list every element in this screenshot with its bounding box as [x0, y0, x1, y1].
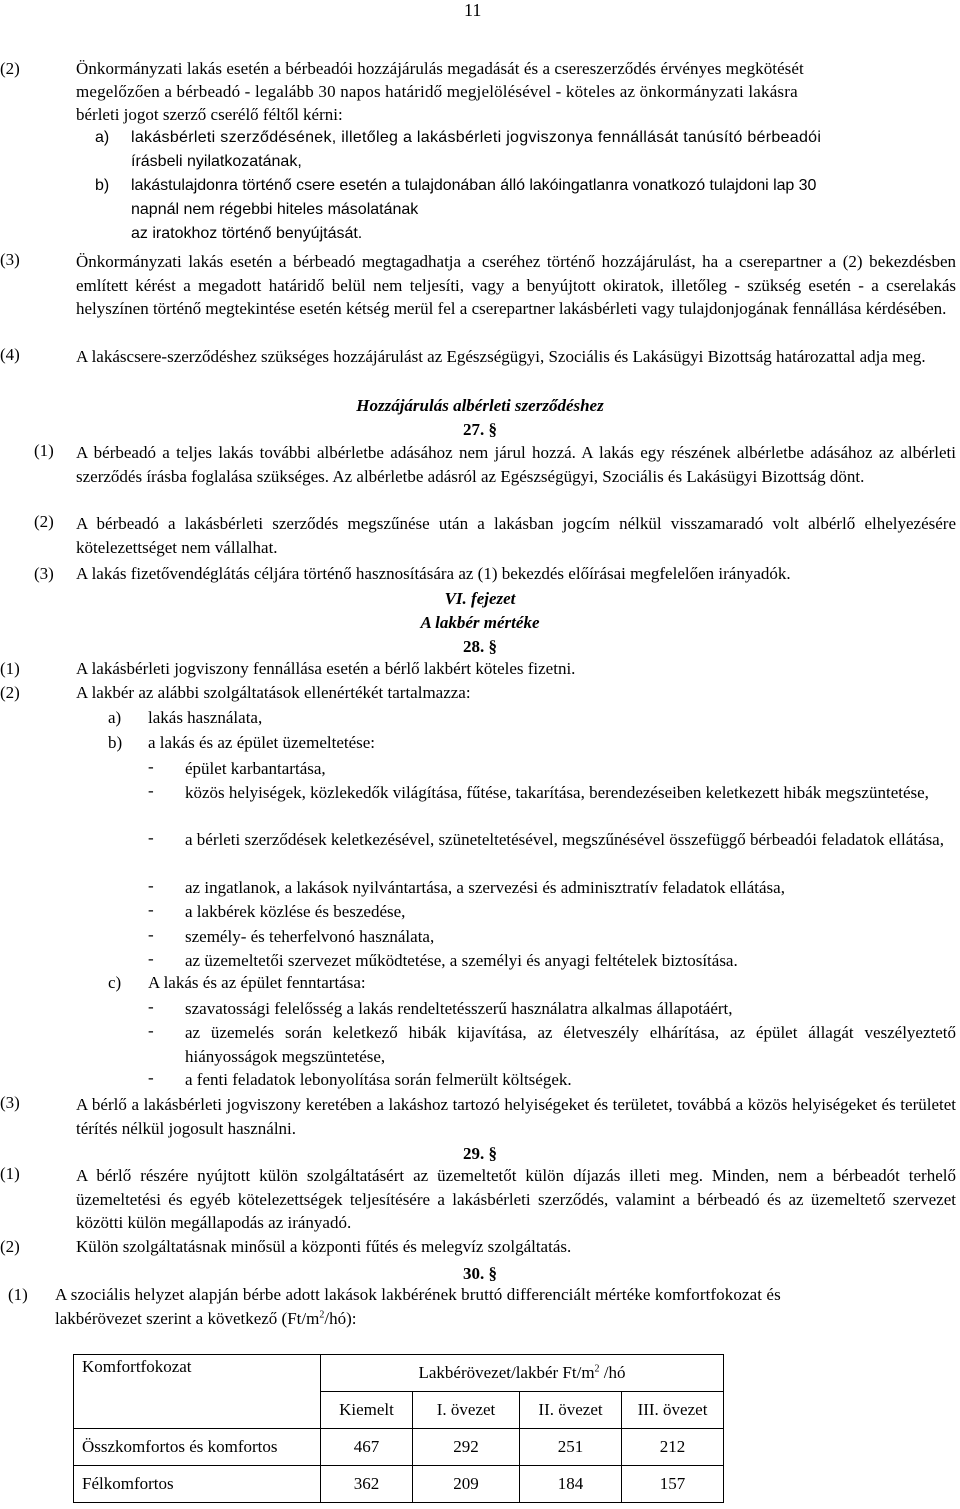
paragraph-text: A bérlő részére nyújtott külön szolgáltatásért az üzemeltetőt külön díjazás illeti meg. Minden, nem a bérbeadót terhelő üzemeltetési és egyéb kötelezettségek teljesítésére a lakásbérleti szerződés, valamint a bérbeadó és az üzemeltető szervezet közötti külön megállapodás az irányadó.	[76, 1166, 956, 1232]
dash: -	[148, 876, 154, 895]
text-part: lakbérövezet szerint a következő (Ft/m	[55, 1309, 320, 1328]
paragraph-number: (3)	[0, 1093, 20, 1112]
text-part: Lakbérövezet/lakbér Ft/m	[418, 1363, 595, 1382]
paragraph-text: A lakbér az alábbi szolgáltatások ellenértékét tartalmazza:	[76, 683, 471, 702]
list-text: a lakás és az épület üzemeltetése:	[148, 733, 376, 752]
paragraph-number: (2)	[0, 1237, 20, 1256]
text-line: lakásbérleti szerződésének, illetőleg a lakásbérleti jogviszonya fennállását tanúsító bérbeadói	[131, 129, 822, 146]
lakber-table	[73, 1354, 724, 1503]
table-row	[74, 1429, 724, 1466]
text-part: /hó):	[324, 1309, 357, 1328]
list-item: a lakbérek közlése és beszedése,	[185, 902, 406, 921]
dash: -	[148, 1068, 154, 1087]
zone-header: II. övezet	[520, 1392, 622, 1429]
table-row	[74, 1466, 724, 1503]
paragraph-text: A lakáscsere-szerződéshez szükséges hozzájárulást az Egészségügyi, Szociális és Lakásügyi Bizottság határozattal adja meg.	[76, 347, 926, 366]
dash: -	[148, 949, 154, 968]
text-line: az iratokhoz történő benyújtását.	[131, 225, 363, 242]
cell-value: 212	[622, 1429, 724, 1466]
text-line: megelőzően a bérbeadó - legalább 30 napos határidő megjelölésével - köteles az önkormányzati lakásra	[76, 82, 798, 101]
paragraph-text: A bérbeadó a teljes lakás további albérletbe adásához nem járul hozzá. A lakás egy részének albérletbe adásához az albérleti szerződés írásba foglalása szükséges. Az albérletbe adásról az Egészségügyi, Szociális és Lakásügyi Bizottság dönt.	[76, 443, 956, 486]
text-line: Önkormányzati lakás esetén a bérbeadói hozzájárulás megadását és a csereszerződés érvényes megkötését	[76, 59, 804, 78]
cell-value: 157	[622, 1466, 724, 1503]
list-text: lakás használata,	[148, 708, 263, 727]
list-label: a)	[95, 129, 110, 146]
dash: -	[148, 828, 154, 847]
paragraph-number: (2)	[34, 512, 54, 531]
superscript: 2	[594, 1363, 600, 1375]
paragraph-number: (2)	[0, 59, 20, 78]
dash: -	[148, 900, 154, 919]
paragraph-text: A bérbeadó a lakásbérleti szerződés megszűnése után a lakásban jogcím nélkül visszamaradó volt albérlő elhelyezésére kötelezettséget nem vállalhat.	[76, 514, 956, 557]
paragraph-text	[55, 1309, 356, 1329]
cell-value: 467	[321, 1429, 413, 1466]
text-line: írásbeli nyilatkozatának,	[131, 153, 302, 170]
row-label: Félkomfortos	[74, 1466, 321, 1503]
table-header-row	[74, 1355, 724, 1392]
dash: -	[148, 1021, 154, 1040]
list-label: b)	[95, 177, 110, 194]
list-label: b)	[108, 733, 123, 752]
list-label: c)	[108, 973, 122, 992]
zone-header: I. övezet	[413, 1392, 520, 1429]
chapter-title: A lakbér mértéke	[420, 613, 540, 632]
section-number: 28. §	[463, 637, 497, 656]
list-item: épület karbantartása,	[185, 759, 326, 778]
list-text: A lakás és az épület fenntartása:	[148, 973, 366, 992]
list-item: a bérleti szerződések keletkezésével, szüneteltetésével, megszűnésével összefüggő bérbeadói feladatok ellátása,	[185, 830, 944, 849]
section-number: 27. §	[463, 420, 497, 439]
paragraph-text: A bérlő a lakásbérleti jogviszony keretében a lakáshoz tartozó helyiségeket és területet, továbbá a közös helyiségeket és területet térítés nélkül jogosult használni.	[76, 1095, 956, 1138]
dash: -	[148, 781, 154, 800]
list-item: szavatossági felelősség a lakás rendeltetésszerű használatra alkalmas állapotáért,	[185, 999, 733, 1018]
header-zone	[321, 1355, 724, 1392]
cell-value: 292	[413, 1429, 520, 1466]
paragraph-text: A lakás fizetővendéglátás céljára történő hasznosítására az (1) bekezdés előírásai megfelelően irányadók.	[76, 564, 791, 583]
section-number: 30. §	[463, 1264, 497, 1283]
section-number: 29. §	[463, 1144, 497, 1163]
list-item: személy- és teherfelvonó használata,	[185, 927, 435, 946]
chapter-number: VI. fejezet	[444, 589, 516, 608]
list-item: közös helyiségek, közlekedők világítása, fűtése, takarítása, berendezéseiben keletkezett hibák megszüntetése,	[185, 783, 929, 802]
paragraph-number: (3)	[34, 564, 54, 583]
paragraph-number: (1)	[8, 1285, 28, 1304]
paragraph-text: A lakásbérleti jogviszony fennállása esetén a bérlő lakbért köteles fizetni.	[76, 659, 576, 678]
text-line: napnál nem régebbi hiteles másolatának	[131, 201, 419, 218]
paragraph-number: (1)	[34, 441, 54, 460]
paragraph-number: (4)	[0, 345, 20, 364]
paragraph-number: (1)	[0, 659, 20, 678]
list-item: az üzemeltetői szervezet működtetése, a személyi és anyagi feltételek biztosítása.	[185, 951, 738, 970]
paragraph-text: A szociális helyzet alapján bérbe adott lakások lakbérének bruttó differenciált mértéke komfortfokozat és	[55, 1285, 781, 1304]
text-line: bérleti jogot szerző cserélő féltől kérni:	[76, 105, 343, 124]
list-item: az üzemelés során keletkező hibák kijavítása, az életveszély elhárítása, az épület állagát veszélyeztető hiányosságok megszüntetése,	[185, 1023, 956, 1066]
text-part: /hó	[599, 1363, 626, 1382]
list-label: a)	[108, 708, 122, 727]
dash: -	[148, 997, 154, 1016]
header-comfort: Komfortfokozat	[74, 1355, 321, 1429]
cell-value: 251	[520, 1429, 622, 1466]
text-line: lakástulajdonra történő csere esetén a tulajdonában álló lakóingatlanra vonatkozó tulajdoni lap 30	[131, 177, 817, 194]
paragraph-number: (2)	[0, 683, 20, 702]
paragraph-number: (3)	[0, 250, 20, 269]
dash: -	[148, 757, 154, 776]
section-heading: Hozzájárulás albérleti szerződéshez	[356, 396, 604, 415]
list-item: a fenti feladatok lebonyolítása során felmerült költségek.	[185, 1070, 572, 1089]
list-item: az ingatlanok, a lakások nyilvántartása, a szervezési és adminisztratív feladatok ellátása,	[185, 878, 785, 897]
cell-value: 184	[520, 1466, 622, 1503]
page-number: 11	[464, 0, 482, 20]
zone-header: Kiemelt	[321, 1392, 413, 1429]
superscript: 2	[319, 1309, 325, 1321]
dash: -	[148, 925, 154, 944]
row-label: Összkomfortos és komfortos	[74, 1429, 321, 1466]
zone-header: III. övezet	[622, 1392, 724, 1429]
paragraph-text: Külön szolgáltatásnak minősül a központi fűtés és melegvíz szolgáltatás.	[76, 1237, 572, 1256]
cell-value: 209	[413, 1466, 520, 1503]
paragraph-text: Önkormányzati lakás esetén a bérbeadó megtagadhatja a cseréhez történő hozzájárulást, ha a cserepartner a (2) bekezdésben említett kérést a megadott határidő belül nem teljesíti, vagy a benyújtott okiratok, illetőleg - szükség esetén - a cserelakás helyszínen történő megtekintése esetén kétség merül fel a cserepartner lakásbérleti vagy tulajdonjogának fennállása kérdésében.	[76, 252, 956, 318]
paragraph-number: (1)	[0, 1164, 20, 1183]
cell-value: 362	[321, 1466, 413, 1503]
